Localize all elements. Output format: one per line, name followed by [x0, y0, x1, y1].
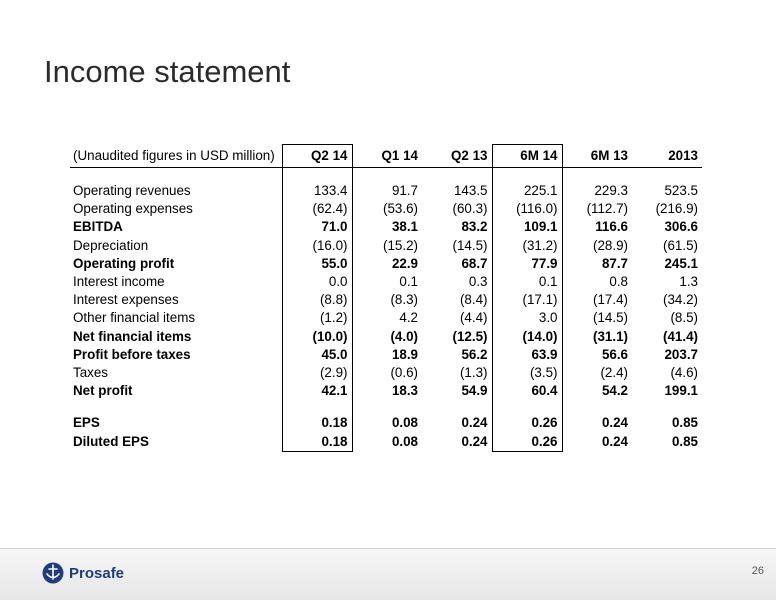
table-row — [70, 382, 702, 400]
row-value: (10.0) — [282, 328, 352, 346]
table-row — [70, 218, 702, 236]
table-row — [70, 200, 702, 218]
row-value: (31.1) — [593, 328, 628, 344]
row-value: 77.9 — [492, 255, 562, 273]
row-value: (34.2) — [663, 292, 698, 308]
row-value: (16.0) — [282, 237, 352, 255]
row-value: (3.5) — [492, 364, 562, 382]
company-logo — [42, 562, 124, 584]
table-row — [70, 255, 702, 273]
row-value: (41.4) — [663, 328, 698, 344]
row-value: 56.6 — [601, 346, 628, 362]
row-value: 18.3 — [391, 383, 418, 399]
row-value: (112.7) — [586, 201, 628, 217]
table-row — [70, 309, 702, 327]
table-row — [70, 182, 702, 200]
table-row — [70, 328, 702, 346]
row-label: EBITDA — [73, 219, 123, 235]
row-value: 55.0 — [282, 255, 352, 273]
row-value: 3.0 — [492, 309, 562, 327]
row-value: 203.7 — [664, 346, 698, 362]
row-value: 199.1 — [664, 383, 698, 399]
row-value: 42.1 — [282, 382, 352, 400]
row-value: 0.85 — [671, 433, 698, 449]
row-label: Depreciation — [73, 237, 149, 253]
row-value — [632, 400, 702, 414]
row-value: 0.24 — [461, 433, 488, 449]
row-value: (28.9) — [593, 237, 628, 253]
page-number: 26 — [751, 565, 764, 577]
spacer-row — [70, 168, 702, 183]
row-value: (8.8) — [282, 291, 352, 309]
header-cell-q1-14: Q1 14 — [352, 145, 422, 168]
header-cell-units: (Unaudited figures in USD million) — [70, 145, 282, 168]
row-value — [492, 168, 562, 183]
page-title: Income statement — [44, 54, 291, 89]
row-value — [422, 168, 492, 183]
income-statement-table — [70, 144, 702, 452]
table-row — [70, 364, 702, 382]
row-value — [492, 400, 562, 414]
row-value: 0.08 — [391, 415, 418, 431]
row-value — [352, 400, 422, 414]
row-value: (31.2) — [492, 237, 562, 255]
row-label: Interest expenses — [73, 292, 179, 308]
row-value: 68.7 — [461, 255, 488, 271]
row-value: (8.3) — [390, 292, 418, 308]
row-value: (60.3) — [452, 201, 488, 217]
row-value: (2.4) — [600, 365, 628, 381]
header-cell-6m-13: 6M 13 — [562, 145, 632, 168]
row-value — [422, 400, 492, 414]
row-value: 22.9 — [391, 255, 418, 271]
row-value — [282, 400, 352, 414]
row-value: (216.9) — [655, 201, 698, 217]
row-value: 87.7 — [601, 255, 628, 271]
row-value: 54.9 — [461, 383, 488, 399]
row-value: 109.1 — [492, 218, 562, 236]
row-value: (8.5) — [670, 310, 698, 326]
row-value: 0.85 — [671, 415, 698, 431]
table-body — [70, 168, 702, 452]
row-value: 0.18 — [282, 433, 352, 452]
row-label: Operating revenues — [73, 183, 191, 198]
row-value — [352, 168, 422, 183]
row-value: 523.5 — [664, 183, 698, 198]
row-value: 1.3 — [679, 274, 698, 290]
row-value: (4.6) — [670, 365, 698, 381]
income-statement-table-wrapper — [70, 144, 702, 452]
row-value: 4.2 — [399, 310, 418, 326]
table-row — [70, 237, 702, 255]
row-value: (17.1) — [492, 291, 562, 309]
row-label: Taxes — [73, 365, 108, 381]
row-value: (1.3) — [459, 365, 488, 381]
row-value: 54.2 — [601, 383, 628, 399]
row-value: 45.0 — [282, 346, 352, 364]
logo-text: Prosafe — [69, 564, 125, 582]
table-row — [70, 414, 702, 432]
row-value: 245.1 — [664, 255, 698, 271]
row-value: 0.8 — [609, 274, 628, 290]
row-value: 306.6 — [664, 219, 698, 235]
row-value — [282, 168, 352, 183]
row-value: 0.18 — [282, 414, 352, 432]
row-value: 0.24 — [601, 415, 628, 431]
row-value: 0.26 — [492, 414, 562, 432]
row-value: (1.2) — [282, 309, 352, 327]
row-value: (0.6) — [390, 365, 418, 381]
row-value: 18.9 — [391, 346, 418, 362]
row-value: 0.24 — [601, 433, 628, 449]
table-row — [70, 433, 702, 452]
row-value: 83.2 — [461, 219, 488, 235]
row-label — [70, 168, 282, 183]
row-value: 0.1 — [492, 273, 562, 291]
row-value: (17.4) — [593, 292, 628, 308]
row-value: 0.26 — [492, 433, 562, 452]
row-value: (53.6) — [383, 201, 418, 217]
row-value: (2.9) — [282, 364, 352, 382]
table-row — [70, 273, 702, 291]
row-label: Operating profit — [73, 255, 175, 271]
row-value: 0.24 — [461, 415, 488, 431]
header-cell-6m-14: 6M 14 — [492, 145, 562, 168]
row-label: Operating expenses — [73, 201, 193, 217]
row-value: (14.0) — [492, 328, 562, 346]
row-value: 63.9 — [492, 346, 562, 364]
row-label — [70, 400, 282, 414]
row-value: 60.4 — [492, 382, 562, 400]
table-row — [70, 346, 702, 364]
row-value: (12.5) — [452, 328, 488, 344]
row-value: (61.5) — [663, 237, 698, 253]
row-value: (8.4) — [459, 292, 488, 308]
row-value: (62.4) — [282, 200, 352, 218]
header-cell-2013: 2013 — [632, 145, 702, 168]
row-value — [562, 168, 632, 183]
row-value: (4.0) — [390, 328, 418, 344]
header-cell-q2-14: Q2 14 — [282, 145, 352, 168]
row-value: 133.4 — [282, 182, 352, 200]
header-cell-q2-13: Q2 13 — [422, 145, 492, 168]
footer-divider — [0, 548, 776, 549]
row-value: (116.0) — [492, 200, 562, 218]
row-value: 229.3 — [594, 183, 628, 198]
row-value: 0.1 — [399, 274, 418, 290]
row-value: 225.1 — [492, 182, 562, 200]
row-value: 91.7 — [391, 183, 418, 198]
row-value: (4.4) — [459, 310, 488, 326]
row-value: 0.3 — [468, 274, 488, 290]
row-value: 38.1 — [391, 219, 418, 235]
row-value — [632, 168, 702, 183]
row-value: 116.6 — [595, 219, 628, 235]
row-label: Other financial items — [73, 310, 196, 326]
row-label: Interest income — [73, 274, 165, 290]
row-value: 56.2 — [461, 346, 488, 362]
row-value: (15.2) — [383, 237, 418, 253]
spacer-row — [70, 400, 702, 414]
row-value: 71.0 — [282, 218, 352, 236]
row-value: (14.5) — [452, 237, 488, 253]
row-label: Net profit — [73, 383, 133, 399]
row-value: 0.08 — [391, 433, 418, 449]
row-label: Profit before taxes — [73, 346, 191, 362]
row-value: 143.5 — [453, 183, 488, 198]
row-label: Net financial items — [73, 328, 192, 344]
row-label: Diluted EPS — [73, 433, 149, 449]
table-row — [70, 291, 702, 309]
row-value: (14.5) — [593, 310, 628, 326]
table-header-row — [70, 145, 702, 168]
row-label: EPS — [73, 415, 100, 431]
row-value: 0.0 — [282, 273, 352, 291]
prosafe-logo-icon — [42, 562, 64, 584]
row-value — [562, 400, 632, 414]
